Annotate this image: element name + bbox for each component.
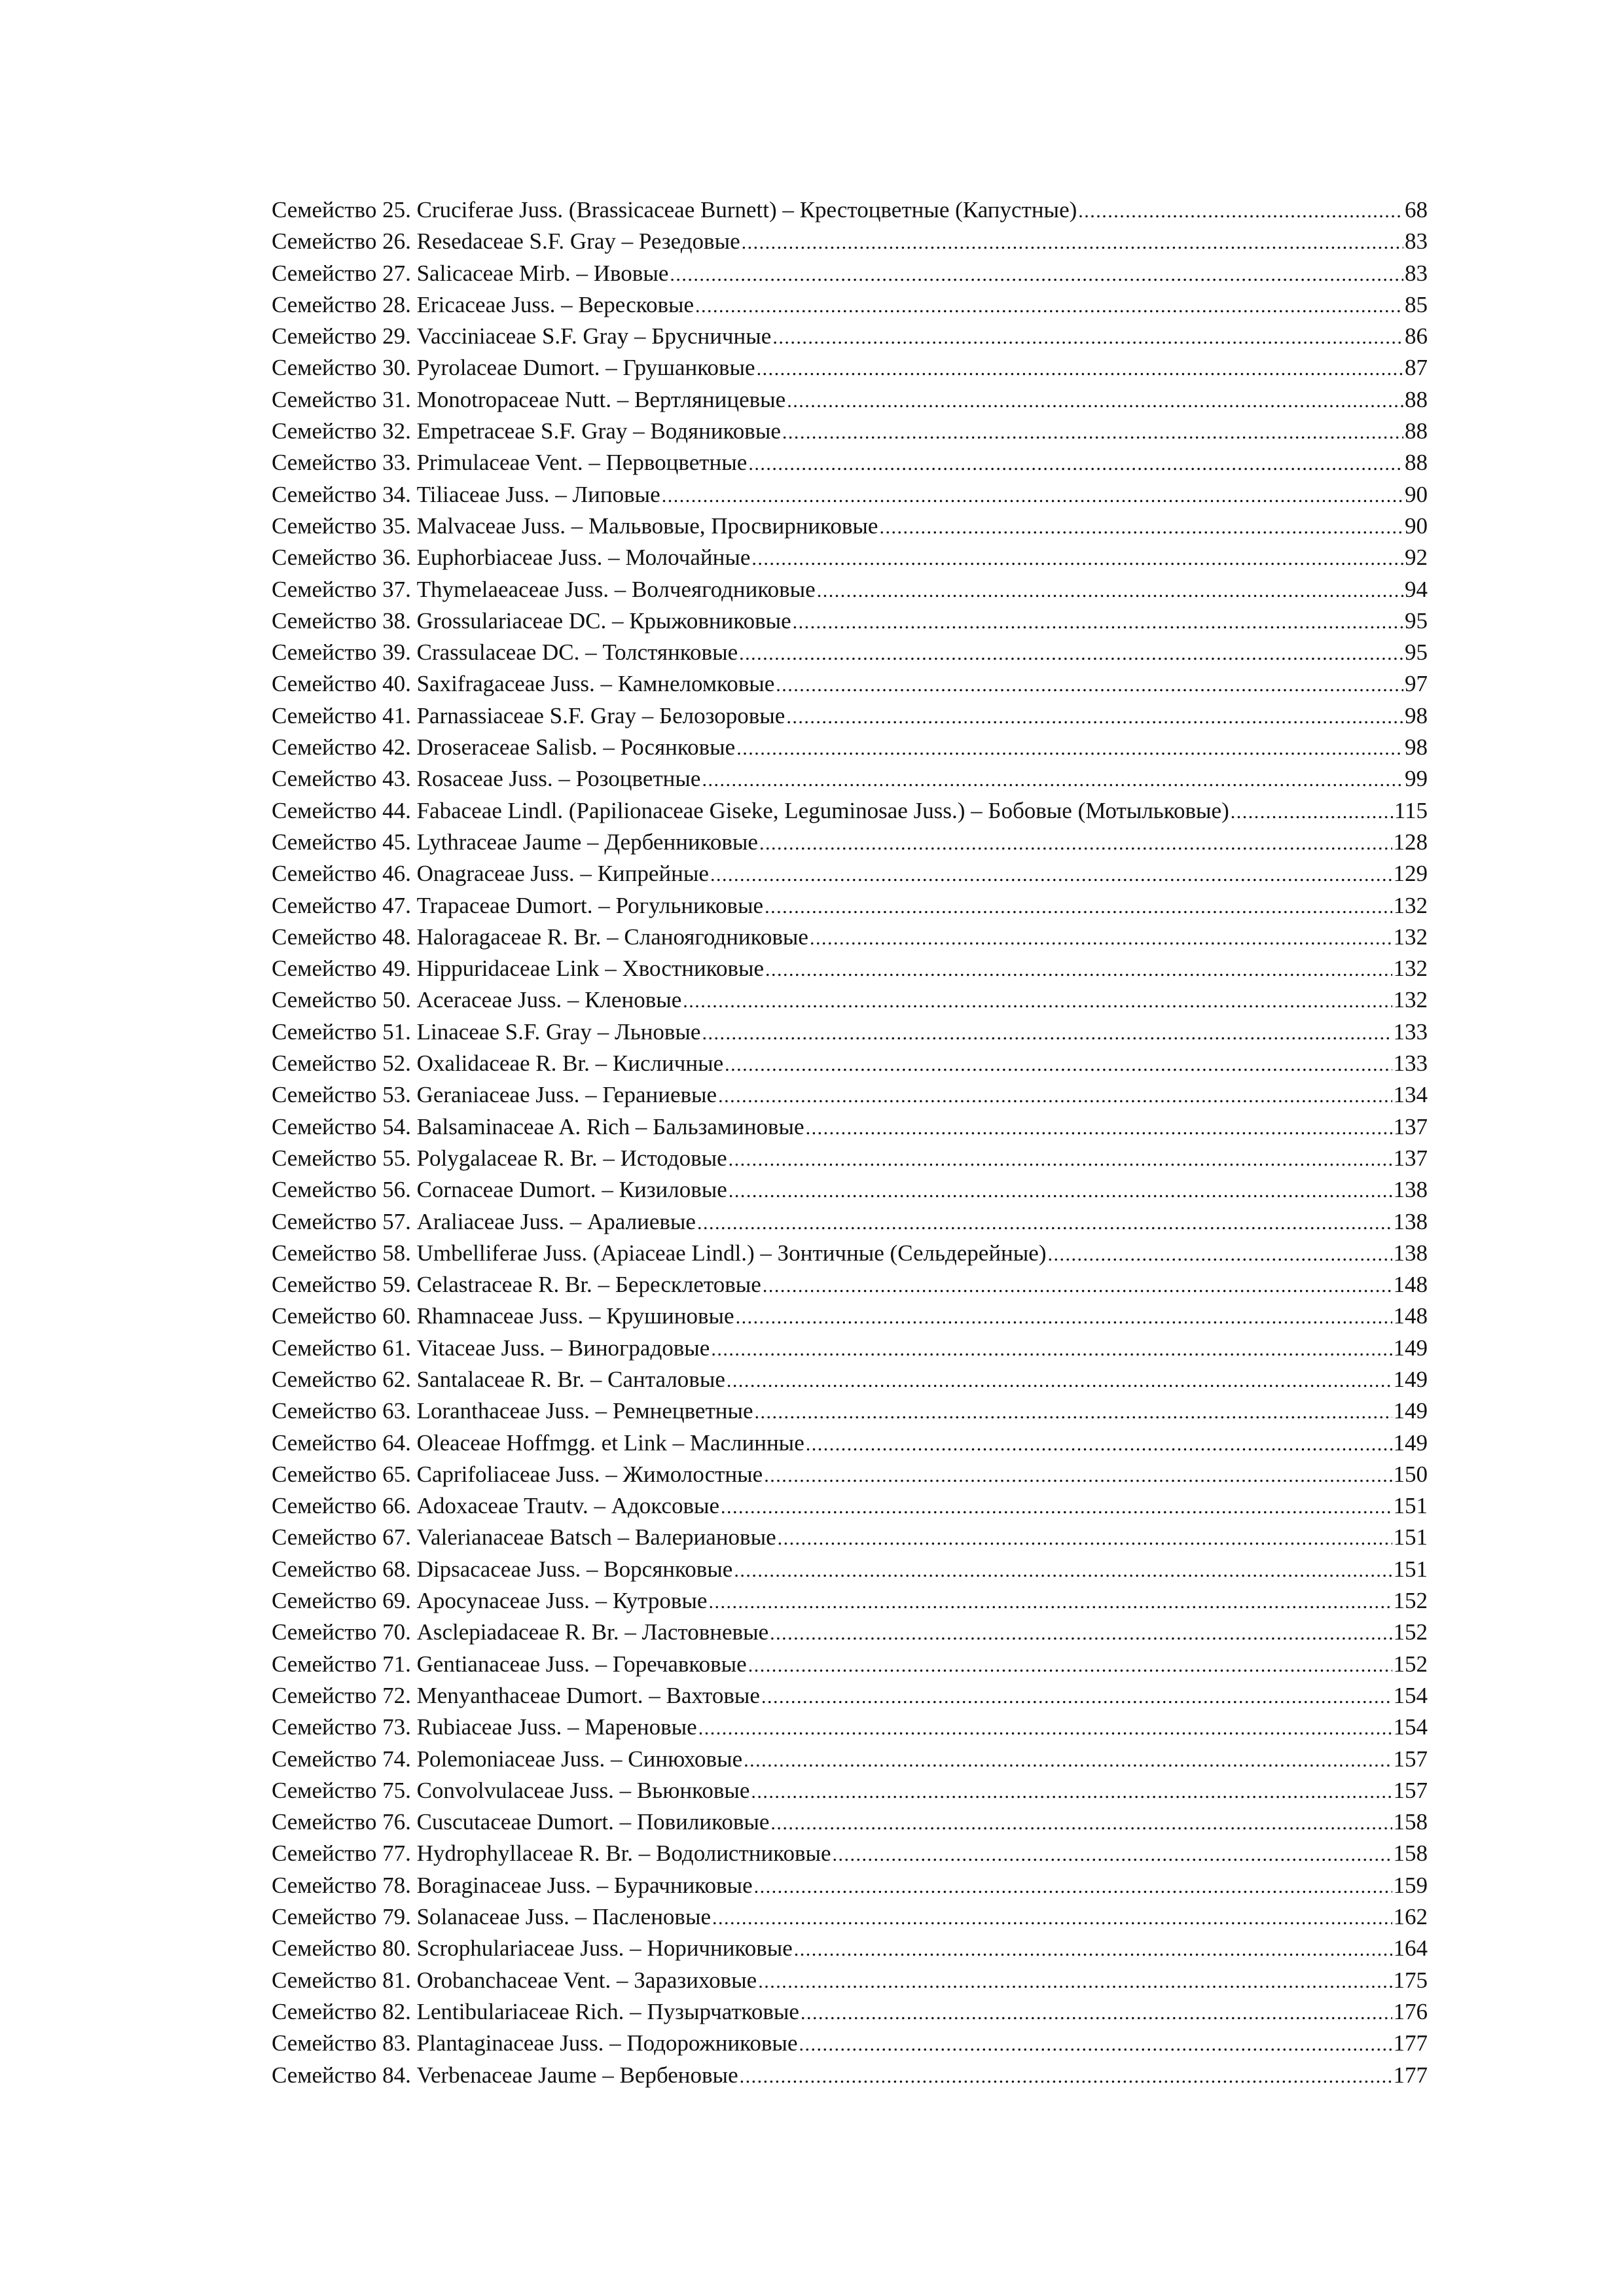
toc-entry[interactable]: [272, 1775, 1428, 1806]
toc-entry[interactable]: [272, 1806, 1428, 1838]
toc-entry-title: Семейство 58. Umbelliferae Juss. (Apiaceae Lindl.) – Зонтичные (Сельдерейные): [272, 1240, 1047, 1266]
toc-entry-title: Семейство 76. Cuscutaceae Dumort. – Повиликовые: [272, 1809, 770, 1835]
toc-entry-title: Семейство 42. Droseraceae Salisb. – Росянковые: [272, 734, 736, 761]
toc-entry[interactable]: [272, 384, 1428, 416]
toc-dot-leader: [759, 828, 1392, 859]
toc-entry-page-number: 134: [1393, 1082, 1428, 1108]
toc-entry[interactable]: [272, 542, 1428, 573]
toc-dot-leader: [817, 575, 1403, 607]
toc-entry-title: Семейство 29. Vacciniaceae S.F. Gray – Брусничные: [272, 323, 772, 350]
toc-entry-page-number: 152: [1393, 1619, 1428, 1645]
toc-entry-page-number: 150: [1393, 1461, 1428, 1487]
toc-entry-page-number: 149: [1393, 1429, 1428, 1456]
toc-dot-leader: [683, 986, 1392, 1017]
toc-entry[interactable]: [272, 763, 1428, 795]
toc-entry-title: Семейство 25. Cruciferae Juss. (Brassicaceae Burnett) – Крестоцветные (Капустные): [272, 197, 1077, 223]
toc-dot-leader: [782, 417, 1403, 448]
toc-dot-leader: [799, 2029, 1392, 2060]
toc-dot-leader: [710, 859, 1392, 891]
toc-dot-leader: [764, 1460, 1392, 1492]
toc-entry-page-number: 157: [1393, 1746, 1428, 1772]
toc-entry-page-number: 98: [1405, 734, 1428, 761]
toc-entry-title: Семейство 64. Oleaceae Hoffmgg. et Link – Маслинные: [272, 1429, 804, 1456]
toc-entry-page-number: 132: [1393, 956, 1428, 982]
toc-dot-leader: [742, 227, 1403, 259]
toc-entry[interactable]: [272, 1649, 1428, 1680]
toc-entry-title: Семейство 38. Grossulariaceae DC. – Крыжовниковые: [272, 607, 791, 634]
toc-entry-title: Семейство 74. Polemoniaceae Juss. – Синюховые: [272, 1746, 743, 1772]
toc-dot-leader: [754, 1871, 1392, 1903]
toc-entry-title: Семейство 75. Convolvulaceae Juss. – Вьюнковые: [272, 1777, 750, 1803]
toc-entry[interactable]: [272, 511, 1428, 542]
toc-entry-page-number: 177: [1393, 2062, 1428, 2088]
toc-entry-title: Семейство 28. Ericaceae Juss. – Вересковые: [272, 291, 695, 317]
toc-dot-leader: [879, 512, 1403, 543]
toc-entry[interactable]: [272, 2028, 1428, 2059]
toc-dot-leader: [736, 733, 1403, 764]
toc-entry-page-number: 83: [1405, 260, 1428, 286]
toc-entry-page-number: 128: [1393, 829, 1428, 855]
toc-entry-title: Семейство 60. Rhamnaceae Juss. – Крушиновые: [272, 1303, 734, 1329]
toc-entry-title: Семейство 78. Boraginaceae Juss. – Бурачниковые: [272, 1872, 753, 1898]
toc-entry-title: Семейство 26. Resedaceae S.F. Gray – Резедовые: [272, 228, 740, 255]
toc-entry[interactable]: [272, 1269, 1428, 1300]
toc-entry-page-number: 149: [1393, 1335, 1428, 1361]
toc-entry-page-number: 151: [1393, 1493, 1428, 1519]
toc-entry-page-number: 148: [1393, 1272, 1428, 1298]
toc-entry-title: Семейство 50. Aceraceae Juss. – Кленовые: [272, 987, 682, 1013]
toc-entry[interactable]: [272, 1522, 1428, 1553]
toc-entry-title: Семейство 35. Malvaceae Juss. – Мальвовые, Просвирниковые: [272, 512, 878, 539]
toc-entry-title: Семейство 55. Polygalaceae R. Br. – Истодовые: [272, 1145, 727, 1171]
toc-entry-title: Семейство 82. Lentibulariaceae Rich. – Пузырчатковые: [272, 1998, 799, 2024]
toc-entry-title: Семейство 65. Caprifoliaceae Juss. – Жимолостные: [272, 1461, 763, 1487]
toc-dot-leader: [793, 607, 1403, 638]
toc-entry-page-number: 158: [1393, 1840, 1428, 1867]
toc-entry-page-number: 99: [1405, 766, 1428, 792]
toc-entry-title: Семейство 56. Cornaceae Dumort. – Кизиловые: [272, 1177, 727, 1203]
toc-entry-page-number: 87: [1405, 355, 1428, 381]
toc-entry[interactable]: [272, 289, 1428, 321]
toc-entry-title: Семейство 37. Thymelaeaceae Juss. – Волчеягодниковые: [272, 576, 816, 602]
toc-entry[interactable]: [272, 1744, 1428, 1775]
toc-entry-page-number: 154: [1393, 1714, 1428, 1740]
toc-dot-leader: [761, 1681, 1392, 1713]
toc-dot-leader: [734, 1555, 1392, 1587]
toc-dot-leader: [755, 1397, 1392, 1428]
toc-entry[interactable]: [272, 605, 1428, 637]
toc-entry-page-number: 159: [1393, 1872, 1428, 1898]
toc-entry[interactable]: [272, 1585, 1428, 1617]
toc-entry[interactable]: [272, 1333, 1428, 1364]
toc-dot-leader: [806, 1429, 1392, 1460]
toc-dot-leader: [744, 1745, 1392, 1776]
toc-dot-leader: [740, 2061, 1392, 2092]
toc-entry-page-number: 68: [1405, 197, 1428, 223]
toc-entry[interactable]: [272, 1143, 1428, 1174]
toc-entry-page-number: 95: [1405, 639, 1428, 666]
toc-entry[interactable]: [272, 1617, 1428, 1648]
toc-entry-title: Семейство 52. Oxalidaceae R. Br. – Кисличные: [272, 1050, 724, 1077]
toc-entry-title: Семейство 51. Linaceae S.F. Gray – Льновые: [272, 1018, 701, 1045]
toc-dot-leader: [787, 386, 1403, 417]
toc-dot-leader: [729, 1175, 1392, 1207]
toc-dot-leader: [702, 764, 1403, 796]
toc-entry[interactable]: [272, 858, 1428, 889]
toc-entry-page-number: 149: [1393, 1398, 1428, 1424]
toc-entry[interactable]: [272, 668, 1428, 700]
toc-entry[interactable]: [272, 1554, 1428, 1585]
toc-entry-title: Семейство 46. Onagraceae Juss. – Кипрейные: [272, 861, 709, 887]
toc-dot-leader: [736, 1302, 1392, 1333]
toc-entry-page-number: 98: [1405, 702, 1428, 728]
toc-entry[interactable]: [272, 827, 1428, 858]
toc-entry-page-number: 138: [1393, 1177, 1428, 1203]
toc-entry-page-number: 137: [1393, 1145, 1428, 1171]
toc-entry[interactable]: [272, 1174, 1428, 1206]
toc-entry-title: Семейство 32. Empetraceae S.F. Gray – Водяниковые: [272, 418, 781, 444]
toc-entry[interactable]: [272, 1079, 1428, 1111]
toc-entry-title: Семейство 62. Santalaceae R. Br. – Санталовые: [272, 1366, 725, 1392]
toc-dot-leader: [1231, 797, 1393, 828]
toc-entry-title: Семейство 40. Saxifragaceae Juss. – Камнеломковые: [272, 671, 775, 697]
toc-entry-page-number: 133: [1393, 1018, 1428, 1045]
toc-entry[interactable]: [272, 321, 1428, 352]
toc-entry-title: Семейство 48. Haloragaceae R. Br. – Сланоягодниковые: [272, 924, 808, 950]
toc-entry[interactable]: [272, 732, 1428, 763]
toc-dot-leader: [772, 322, 1403, 353]
toc-entry[interactable]: [272, 1206, 1428, 1238]
toc-entry-page-number: 175: [1393, 1967, 1428, 1993]
toc-entry[interactable]: [272, 1712, 1428, 1743]
toc-entry[interactable]: [272, 1048, 1428, 1079]
toc-dot-leader: [670, 259, 1403, 291]
toc-dot-leader: [748, 448, 1403, 480]
toc-dot-leader: [794, 1934, 1392, 1965]
toc-entry-page-number: 157: [1393, 1777, 1428, 1803]
toc-entry[interactable]: [272, 953, 1428, 984]
toc-entry-page-number: 115: [1394, 797, 1428, 823]
toc-entry[interactable]: [272, 1238, 1428, 1269]
toc-entry-title: Семейство 79. Solanaceae Juss. – Пасленовые: [272, 1904, 711, 1930]
toc-entry-title: Семейство 36. Euphorbiaceae Juss. – Молочайные: [272, 545, 751, 571]
toc-entry-title: Семейство 43. Rosaceae Juss. – Розоцветные: [272, 766, 701, 792]
toc-dot-leader: [695, 291, 1403, 322]
toc-dot-leader: [702, 1018, 1392, 1049]
toc-entry-page-number: 132: [1393, 924, 1428, 950]
toc-dot-leader: [763, 1270, 1392, 1302]
toc-entry-page-number: 151: [1393, 1556, 1428, 1582]
toc-entry-title: Семейство 54. Balsaminaceae A. Rich – Бальзаминовые: [272, 1113, 804, 1139]
toc-entry[interactable]: [272, 1364, 1428, 1395]
toc-entry[interactable]: [272, 416, 1428, 447]
toc-dot-leader: [721, 1492, 1392, 1523]
toc-entry[interactable]: [272, 1838, 1428, 1869]
toc-entry-page-number: 97: [1405, 671, 1428, 697]
toc-entry-title: Семейство 33. Primulaceae Vent. – Первоцветные: [272, 450, 748, 476]
toc-entry-title: Семейство 47. Trapaceae Dumort. – Рогульниковые: [272, 892, 764, 918]
toc-entry-page-number: 138: [1393, 1240, 1428, 1266]
toc-dot-leader: [1078, 196, 1403, 227]
toc-dot-leader: [765, 891, 1392, 923]
toc-entry[interactable]: [272, 479, 1428, 511]
toc-entry[interactable]: [272, 637, 1428, 668]
toc-entry[interactable]: [272, 447, 1428, 478]
toc-entry-title: Семейство 68. Dipsacaceae Juss. – Ворсянковые: [272, 1556, 733, 1582]
toc-entry-title: Семейство 53. Geraniaceae Juss. – Гераниевые: [272, 1082, 717, 1108]
toc-entry-title: Семейство 83. Plantaginaceae Juss. – Подорожниковые: [272, 2030, 798, 2056]
toc-entry-page-number: 95: [1405, 607, 1428, 634]
toc-entry-page-number: 86: [1405, 323, 1428, 350]
toc-entry-title: Семейство 84. Verbenaceae Jaume – Вербеновые: [272, 2062, 738, 2088]
toc-dot-leader: [1048, 1239, 1392, 1270]
toc-entry-title: Семейство 61. Vitaceae Juss. – Виноградовые: [272, 1335, 710, 1361]
toc-entry[interactable]: [272, 574, 1428, 605]
toc-entry-title: Семейство 77. Hydrophyllaceae R. Br. – Водолистниковые: [272, 1840, 831, 1867]
toc-entry[interactable]: [272, 700, 1428, 732]
toc-entry-title: Семейство 66. Adoxaceae Trautv. – Адоксовые: [272, 1493, 720, 1519]
toc-entry-page-number: 151: [1393, 1524, 1428, 1551]
toc-entry-title: Семейство 30. Pyrolaceae Dumort. – Грушанковые: [272, 355, 755, 381]
toc-entry-title: Семейство 41. Parnassiaceae S.F. Gray – Белозоровые: [272, 702, 785, 728]
toc-entry-page-number: 152: [1393, 1651, 1428, 1677]
toc-dot-leader: [786, 702, 1403, 733]
toc-entry[interactable]: [272, 1395, 1428, 1427]
toc-entry[interactable]: [272, 1870, 1428, 1901]
toc-entry[interactable]: [272, 1016, 1428, 1048]
toc-dot-leader: [725, 1049, 1392, 1081]
toc-entry-title: Семейство 39. Crassulaceae DC. – Толстянковые: [272, 639, 738, 666]
toc-entry-page-number: 90: [1405, 481, 1428, 507]
toc-dot-leader: [801, 1998, 1392, 2029]
toc-entry-page-number: 129: [1393, 861, 1428, 887]
toc-entry-page-number: 158: [1393, 1809, 1428, 1835]
toc-entry-title: Семейство 71. Gentianaceae Juss. – Горечавковые: [272, 1651, 747, 1677]
toc-entry-title: Семейство 63. Loranthaceae Juss. – Ремнецветные: [272, 1398, 753, 1424]
toc-entry-title: Семейство 81. Orobanchaceae Vent. – Заразиховые: [272, 1967, 757, 1993]
toc-entry-page-number: 88: [1405, 386, 1428, 412]
toc-entry-title: Семейство 72. Menyanthaceae Dumort. – Вахтовые: [272, 1682, 760, 1708]
toc-dot-leader: [751, 1776, 1392, 1808]
toc-dot-leader: [806, 1113, 1392, 1144]
toc-entry[interactable]: [272, 1933, 1428, 1964]
toc-entry[interactable]: [272, 1996, 1428, 2028]
toc-entry-title: Семейство 27. Salicaceae Mirb. – Ивовые: [272, 260, 669, 286]
toc-dot-leader: [770, 1618, 1392, 1649]
toc-entry[interactable]: [272, 1300, 1428, 1332]
toc-entry-title: Семейство 73. Rubiaceae Juss. – Мареновые: [272, 1714, 697, 1740]
toc-entry[interactable]: [272, 352, 1428, 384]
toc-entry-title: Семейство 59. Celastraceae R. Br. – Бересклетовые: [272, 1272, 761, 1298]
toc-entry-page-number: 177: [1393, 2030, 1428, 2056]
toc-dot-leader: [698, 1713, 1392, 1744]
toc-entry[interactable]: [272, 1901, 1428, 1933]
toc-entry-page-number: 90: [1405, 512, 1428, 539]
toc-entry-page-number: 148: [1393, 1303, 1428, 1329]
toc-entry-title: Семейство 45. Lythraceae Jaume – Дербенниковые: [272, 829, 758, 855]
toc-dot-leader: [708, 1587, 1392, 1618]
toc-entry-page-number: 88: [1405, 418, 1428, 444]
toc-dot-leader: [727, 1365, 1392, 1397]
toc-dot-leader: [712, 1903, 1392, 1934]
toc-dot-leader: [776, 670, 1403, 701]
toc-entry[interactable]: [272, 1680, 1428, 1712]
table-of-contents: [272, 194, 1428, 2091]
toc-entry-page-number: 94: [1405, 576, 1428, 602]
toc-entry-page-number: 132: [1393, 892, 1428, 918]
toc-entry[interactable]: [272, 194, 1428, 226]
toc-entry[interactable]: [272, 984, 1428, 1016]
toc-entry-page-number: 83: [1405, 228, 1428, 255]
toc-dot-leader: [718, 1081, 1392, 1112]
toc-entry[interactable]: [272, 1965, 1428, 1996]
toc-entry[interactable]: [272, 922, 1428, 953]
toc-entry-title: Семейство 34. Tiliaceae Juss. – Липовые: [272, 481, 660, 507]
toc-entry-title: Семейство 31. Monotropaceae Nutt. – Вертляницевые: [272, 386, 786, 412]
toc-entry[interactable]: [272, 795, 1428, 827]
toc-entry-page-number: 154: [1393, 1682, 1428, 1708]
toc-entry-page-number: 138: [1393, 1208, 1428, 1234]
toc-entry-page-number: 149: [1393, 1366, 1428, 1392]
toc-dot-leader: [770, 1808, 1392, 1839]
toc-entry-page-number: 88: [1405, 450, 1428, 476]
toc-entry-title: Семейство 44. Fabaceae Lindl. (Papilionaceae Giseke, Leguminosae Juss.) – Бобовые (Мотыльковые): [272, 797, 1229, 823]
toc-dot-leader: [662, 480, 1403, 512]
toc-dot-leader: [751, 543, 1403, 575]
toc-dot-leader: [778, 1523, 1392, 1554]
toc-entry[interactable]: [272, 1427, 1428, 1459]
toc-entry-title: Семейство 49. Hippuridaceae Link – Хвостниковые: [272, 956, 765, 982]
toc-entry[interactable]: [272, 1111, 1428, 1143]
toc-dot-leader: [765, 954, 1392, 986]
toc-entry-title: Семейство 70. Asclepiadaceae R. Br. – Ластовневые: [272, 1619, 769, 1645]
toc-entry-title: Семейство 67. Valerianaceae Batsch – Валериановые: [272, 1524, 776, 1551]
toc-entry[interactable]: [272, 890, 1428, 922]
toc-entry-page-number: 133: [1393, 1050, 1428, 1077]
toc-dot-leader: [711, 1334, 1392, 1365]
toc-dot-leader: [757, 353, 1403, 385]
toc-dot-leader: [697, 1208, 1392, 1239]
toc-dot-leader: [810, 923, 1392, 954]
toc-entry[interactable]: [272, 226, 1428, 257]
toc-dot-leader: [739, 638, 1403, 670]
toc-dot-leader: [748, 1650, 1392, 1681]
toc-entry-title: Семейство 80. Scrophulariaceae Juss. – Норичниковые: [272, 1935, 793, 1962]
toc-entry-page-number: 152: [1393, 1588, 1428, 1614]
toc-entry-title: Семейство 57. Araliaceae Juss. – Аралиевые: [272, 1208, 696, 1234]
toc-entry-page-number: 162: [1393, 1904, 1428, 1930]
toc-entry[interactable]: [272, 258, 1428, 289]
toc-entry-page-number: 132: [1393, 987, 1428, 1013]
toc-entry-page-number: 92: [1405, 545, 1428, 571]
toc-entry-page-number: 176: [1393, 1998, 1428, 2024]
toc-entry[interactable]: [272, 1490, 1428, 1522]
toc-dot-leader: [758, 1966, 1392, 1998]
toc-dot-leader: [729, 1144, 1392, 1175]
toc-entry-page-number: 164: [1393, 1935, 1428, 1962]
toc-entry-page-number: 85: [1405, 291, 1428, 317]
toc-dot-leader: [833, 1839, 1392, 1871]
toc-entry-title: Семейство 69. Apocynaceae Juss. – Кутровые: [272, 1588, 708, 1614]
toc-entry[interactable]: [272, 1459, 1428, 1490]
toc-entry-page-number: 137: [1393, 1113, 1428, 1139]
toc-entry[interactable]: [272, 2060, 1428, 2091]
